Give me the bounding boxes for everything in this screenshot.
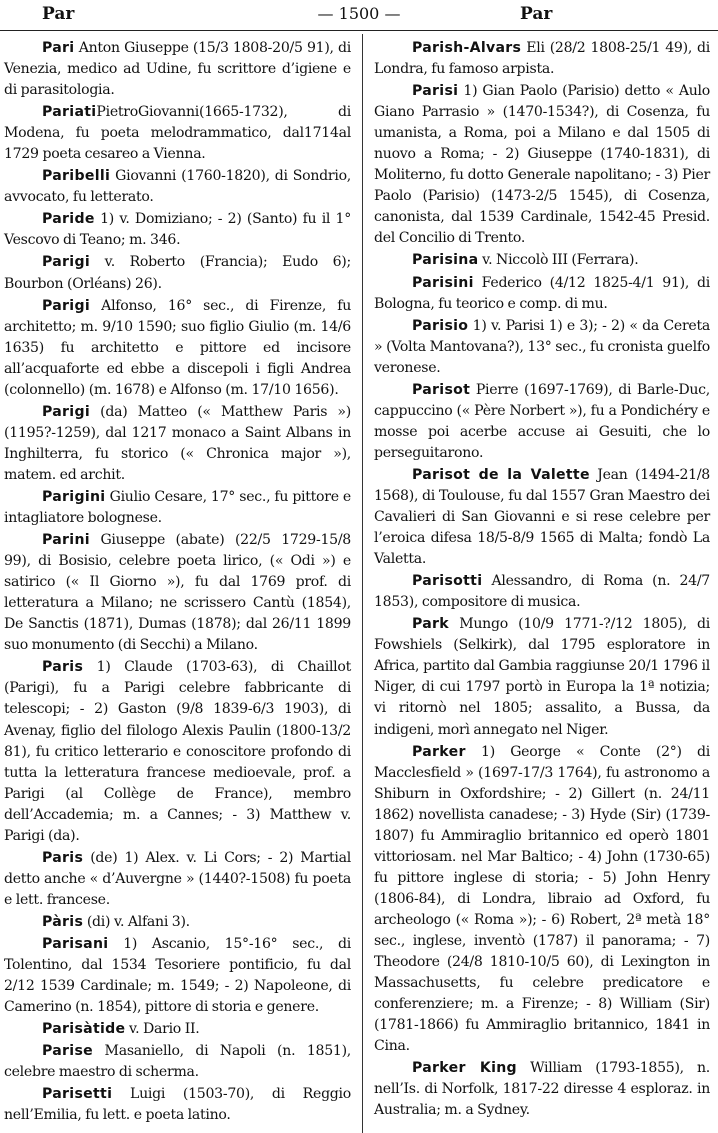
dictionary-entry (4, 848, 351, 911)
entry-text: (de) 1) Alex. v. Li Cors; - 2) Martial detto anche « d’Auvergne » (1440?-1508) fu poeta e lett. francese. (4, 849, 351, 908)
column-divider (362, 34, 363, 1133)
entry-text: 1) v. Parisi 1) e 3); - 2) « da Cereta » (Volta Mantovana?), 13° sec., fu cronista guelfo veronese. (374, 317, 710, 376)
entry-text: PietroGiovanni(1665-1732), di Modena, fu poeta melodrammatico, dal1714al 1729 poeta cesareo a Vienna. (4, 104, 351, 163)
entry-text: Anton Giuseppe (15/3 1808-20/5 91), di Venezia, medico ad Udine, fu scrittore d’igiene e di parasitologia. (4, 40, 351, 99)
entry-headword: Parisini (412, 274, 474, 291)
entry-text: Jean (1494-21/8 1568), di Toulouse, fu dal 1557 Gran Maestro dei Cavalieri di San Giovanni e si rese celebre per l’eroica difesa 18/5-8/9 1565 di Malta; fondò La Valetta. (374, 466, 710, 568)
entry-text: Eli (28/2 1808-25/1 49), di Londra, fu famoso arpista. (374, 40, 710, 78)
entry-headword: Pariati (42, 104, 97, 121)
entry-headword: Parker (412, 743, 466, 760)
entry-headword: Parigi (42, 403, 90, 420)
entry-text: (di) v. Alfani 3). (83, 913, 190, 930)
page-header (0, 0, 718, 31)
dictionary-entry (374, 273, 710, 315)
entry-headword: Parini (42, 532, 90, 549)
entry-headword: Parigini (42, 488, 106, 505)
entry-text: v. Dario II. (125, 1021, 200, 1038)
dictionary-entry (4, 657, 351, 846)
dictionary-entry (374, 465, 710, 570)
entry-text: Luigi (1503-70), di Reggio nell’Emilia, fu lett. e poeta latino. (4, 1086, 351, 1124)
entry-headword: Parigi (42, 297, 90, 314)
left-column (4, 38, 351, 1127)
dictionary-entry (374, 742, 710, 1058)
entry-headword: Parise (42, 1043, 93, 1060)
dictionary-entry (374, 38, 710, 80)
dictionary-entry (374, 1058, 710, 1121)
page-number: — 1500 — (317, 4, 401, 23)
entry-headword: Parisàtide (42, 1021, 126, 1038)
entry-text: Alessandro, di Roma (n. 24/7 1853), compositore di musica. (374, 573, 710, 611)
entry-headword: Park (412, 616, 449, 633)
dictionary-entry (4, 530, 351, 656)
entry-headword: Paris (42, 659, 84, 676)
entry-text: Masaniello, di Napoli (n. 1851), celebre maestro di scherma. (4, 1043, 351, 1081)
dictionary-entry (374, 614, 710, 740)
entry-headword: Parish-Alvars (412, 40, 522, 56)
dictionary-entry (374, 571, 710, 613)
entry-headword: Paris (42, 849, 84, 866)
entry-text: 1) George « Conte (2°) di Macclesfield » (1697-17/3 1764), fu astronomo a Shiburn in Oxfordshire; - 2) Gillert (n. 24/11 1862) novellista canadese; - 3) Hyde (Sir) (1739-1807) fu Ammiraglio britannico ed operò 1801 vittoriosam. nel Mar Baltico; - 4) John (1730-65) fu pittore inglese di storia; - 5) John Henry (1806-84), di Londra, libraio ad Oxford, fu archeologo (« Roma »); - 6) Robert, 2ª metà 18° sec., inglese, inventò (1787) il panorama; - 7) Theodore (24/8 1810-10/5 60), di Lexington in Massachusetts, fu celebre predicatore e conferenziere; m. a Firenze; - 8) William (Sir) (1781-1866) fu Ammiraglio britannico, 1841 in Cina. (374, 743, 710, 1055)
dictionary-entry (4, 402, 351, 486)
header-left-guideword: Par (42, 4, 75, 24)
entry-headword: Paride (42, 211, 95, 228)
entry-text: Giovanni (1760-1820), di Sondrio, avvocato, fu letterato. (4, 168, 351, 206)
entry-headword: Paribelli (42, 168, 111, 185)
dictionary-entry (4, 1041, 351, 1083)
header-right-guideword: Par (520, 4, 553, 24)
dictionary-entry (4, 252, 351, 294)
entry-text: 1) v. Domiziano; - 2) (Santo) fu il 1° Vescovo di Teano; m. 346. (4, 211, 351, 249)
entry-headword: Parisani (42, 935, 109, 952)
dictionary-entry (374, 380, 710, 464)
entry-headword: Parigi (42, 254, 90, 271)
entry-text: Pierre (1697-1769), di Barle-Duc, cappuccino (« Père Norbert »), fu a Pondichéry e mosse poi acerbe accuse ai Gesuiti, che lo perseguitarono. (374, 381, 710, 461)
entry-text: Mungo (10/9 1771-?/12 1805), di Fowshiels (Selkirk), dal 1795 esploratore in Africa, partito dal Gambia raggiunse 20/1 1796 il Niger, di cui 1797 portò in Europa la 1ª notizia; vi ritornò nel 1805; assalito, a Bussa, da indigeni, morì annegato nel Niger. (374, 616, 710, 738)
entry-headword: Parisot (412, 381, 471, 398)
entry-text: 1) Gian Paolo (Parisio) detto « Aulo Giano Parrasio » (1470-1534?), di Cosenza, fu umanista, a Roma, poi a Milano e dal 1505 di nuovo a Roma; - 2) Giuseppe (1740-1831), di Moliterno, fu dotto Generale napolitano; - 3) Pier Paolo (Parisio) (1473-2/5 1545), di Cosenza, canonista, dal 1539 Cardinale, 1542-45 Presid. del Concilio di Trento. (374, 83, 710, 247)
right-column (374, 38, 710, 1122)
entry-headword: Parisetti (42, 1086, 113, 1103)
dictionary-entry (4, 166, 351, 208)
entry-headword: Parisi (412, 83, 459, 100)
entry-text: Federico (4/12 1825-4/1 91), di Bologna, fu teorico e comp. di mu. (374, 274, 710, 312)
entry-text: Giulio Cesare, 17° sec., fu pittore e intagliatore bolognese. (4, 488, 351, 527)
dictionary-entry (4, 487, 351, 529)
entry-headword: Parisio (412, 317, 469, 334)
entry-text: v. Roberto (Francia); Eudo 6); Bourbon (Orléans) 26). (4, 254, 351, 292)
entry-headword: Parker King (412, 1060, 517, 1077)
entry-text: 1) Ascanio, 15°-16° sec., di Tolentino, dal 1534 Tesoriere pontificio, fu dal 2/12 1539 Cardinale; m. 1549; - 2) Napoleone, di Camerino (n. 1854), pittore di storia e genere. (4, 935, 351, 1016)
entry-headword: Parisotti (412, 573, 483, 590)
dictionary-entry (374, 250, 710, 271)
entry-text: 1) Claude (1703-63), di Chaillot (Parigi), fu a Parigi celebre fabbricante di telescopi; - 2) Gaston (9/8 1839-6/3 1903), di Avenay, figlio del filologo Alexis Paulin (1800-13/2 81), fu critico letterario e conoscitore profondo di tutta la letteratura francese medioevale, prof. a Parigi (al Collège de France), membro dell’Accademia; m. a Cannes; - 3) Matthew v. Parigi (da). (4, 659, 351, 844)
entry-text: Giuseppe (abate) (22/5 1729-15/8 99), di Bosisio, celebre poeta lirico, (« Odi ») e satirico (« Il Giorno »), fu dal 1769 prof. di letteratura a Milano; ne scrissero Cantù (1854), De Sanctis (1871), Dumas (1878); dal 26/11 1899 suo monumento (di Secchi) a Milano. (4, 532, 351, 654)
entry-headword: Pàris (42, 913, 84, 930)
dictionary-entry (4, 912, 351, 933)
dictionary-entry (4, 209, 351, 251)
entry-text: v. Niccolò III (Ferrara). (478, 252, 639, 269)
dictionary-entry (374, 81, 710, 249)
entry-headword: Pari (42, 40, 75, 56)
dictionary-entry (4, 296, 351, 401)
entry-headword: Parisina (412, 252, 479, 269)
entry-text: (da) Matteo (« Matthew Paris ») (1195?-1259), dal 1217 monaco a Saint Albans in Inghilterra, fu storico (« Chronica major »), matem. ed archit. (4, 403, 351, 483)
entry-text: William (1793-1855), n. nell’Is. di Norfolk, 1817-22 diresse 4 esploraz. in Australia; m. a Sydney. (374, 1060, 711, 1119)
entry-headword: Parisot de la Valette (412, 466, 590, 483)
dictionary-entry (4, 1084, 351, 1126)
entry-text: Alfonso, 16° sec., di Firenze, fu architetto; m. 9/10 1590; suo figlio Giulio (m. 14/6 1635) fu architetto e pittore ed incisore all’acquaforte ed ebbe a discepoli i figli Andrea (colonnello) (m. 1678) e Alfonso (m. 17/10 1656). (4, 297, 351, 398)
dictionary-entry (4, 102, 351, 165)
dictionary-entry (4, 1019, 351, 1040)
dictionary-entry (4, 38, 351, 101)
dictionary-entry (4, 934, 351, 1018)
dictionary-entry (374, 316, 710, 379)
